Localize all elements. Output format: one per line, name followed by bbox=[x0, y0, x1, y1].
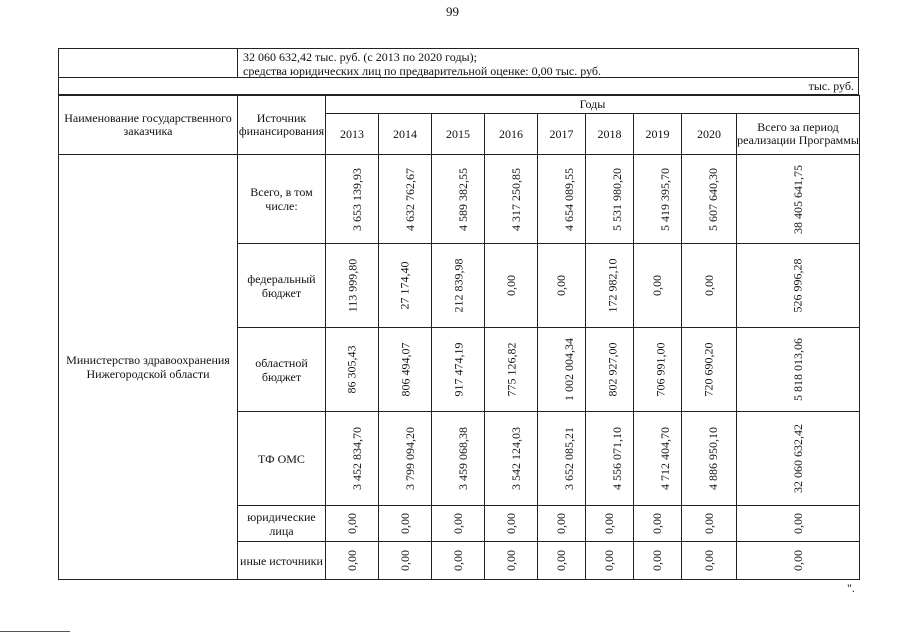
value-text: 0,00 bbox=[790, 550, 805, 571]
value-text: 4 317 250,85 bbox=[509, 167, 523, 231]
value-cell bbox=[379, 542, 432, 580]
header-year: 2016 bbox=[485, 114, 538, 155]
value-text: 32 060 632,42 bbox=[790, 424, 805, 493]
value-cell bbox=[326, 244, 379, 328]
note-row bbox=[58, 48, 859, 78]
value-cell bbox=[432, 328, 485, 412]
value-text: 917 474,19 bbox=[451, 342, 466, 397]
value-text: 0,00 bbox=[701, 275, 716, 296]
footer-rule bbox=[0, 631, 70, 632]
value-cell bbox=[586, 412, 634, 506]
value-cell bbox=[737, 328, 860, 412]
header-year: 2017 bbox=[538, 114, 586, 155]
value-cell bbox=[326, 412, 379, 506]
value-text: 113 999,80 bbox=[345, 258, 360, 313]
source-name: юридические лица bbox=[238, 506, 326, 542]
unit-label: тыс. руб. bbox=[808, 79, 854, 93]
value-text: 0,00 bbox=[344, 513, 359, 534]
value-cell bbox=[538, 155, 586, 244]
value-text: 4 886 950,10 bbox=[706, 427, 720, 490]
value-text: 5 607 640,30 bbox=[706, 167, 720, 231]
note-left-cell bbox=[59, 49, 238, 77]
value-cell bbox=[432, 155, 485, 244]
value-text: 4 556 071,10 bbox=[610, 427, 624, 490]
value-cell bbox=[737, 542, 860, 580]
table-row bbox=[59, 155, 860, 244]
value-text: 3 652 085,21 bbox=[562, 427, 576, 490]
value-cell bbox=[379, 412, 432, 506]
value-text: 5 818 013,06 bbox=[790, 338, 805, 401]
header-year: 2020 bbox=[682, 114, 737, 155]
value-cell bbox=[634, 244, 682, 328]
value-cell bbox=[379, 244, 432, 328]
value-cell bbox=[485, 328, 538, 412]
value-cell bbox=[737, 412, 860, 506]
value-cell bbox=[634, 542, 682, 580]
value-text: 0,00 bbox=[554, 275, 568, 296]
value-text: 1 002 004,34 bbox=[562, 338, 576, 401]
value-cell bbox=[485, 155, 538, 244]
value-cell bbox=[432, 506, 485, 542]
value-cell bbox=[634, 328, 682, 412]
value-text: 27 174,40 bbox=[397, 261, 412, 310]
value-text: 775 126,82 bbox=[504, 342, 519, 397]
header-year: 2018 bbox=[586, 114, 634, 155]
value-cell bbox=[682, 506, 737, 542]
value-text: 0,00 bbox=[397, 550, 412, 571]
value-text: 3 799 094,20 bbox=[403, 427, 417, 490]
value-text: 38 405 641,75 bbox=[790, 164, 805, 234]
value-text: 5 419 395,70 bbox=[658, 167, 672, 231]
header-total: Всего за период реализации Программы bbox=[737, 114, 860, 155]
value-cell bbox=[326, 542, 379, 580]
header-year: 2015 bbox=[432, 114, 485, 155]
source-name: иные источники bbox=[238, 542, 326, 580]
header-source: Источник финансирования bbox=[238, 96, 326, 155]
value-cell bbox=[485, 542, 538, 580]
source-name: Всего, в том числе: bbox=[238, 155, 326, 244]
value-cell bbox=[682, 412, 737, 506]
value-text: 5 531 980,20 bbox=[610, 167, 624, 231]
header-year: 2019 bbox=[634, 114, 682, 155]
value-cell bbox=[737, 506, 860, 542]
value-text: 0,00 bbox=[503, 550, 518, 571]
source-name: областной бюджет bbox=[238, 328, 326, 412]
value-cell bbox=[737, 244, 860, 328]
value-cell bbox=[538, 244, 586, 328]
value-cell bbox=[326, 506, 379, 542]
value-cell bbox=[586, 244, 634, 328]
value-text: 3 653 139,93 bbox=[350, 167, 364, 231]
source-name: ТФ ОМС bbox=[238, 412, 326, 506]
value-text: 3 542 124,03 bbox=[509, 427, 523, 490]
value-cell bbox=[326, 155, 379, 244]
value-text: 526 996,28 bbox=[790, 258, 805, 313]
value-cell bbox=[379, 155, 432, 244]
header-customer: Наименование государственного заказчика bbox=[59, 96, 238, 155]
value-text: 0,00 bbox=[344, 550, 359, 571]
value-text: 0,00 bbox=[450, 513, 465, 534]
value-text: 4 589 382,55 bbox=[456, 167, 470, 231]
value-text: 0,00 bbox=[790, 513, 805, 534]
value-cell bbox=[586, 542, 634, 580]
value-text: 0,00 bbox=[602, 550, 616, 571]
value-text: 3 459 068,38 bbox=[456, 427, 470, 490]
value-text: 0,00 bbox=[503, 513, 518, 534]
value-cell bbox=[432, 412, 485, 506]
closing-quote-mark: ". bbox=[847, 581, 855, 595]
value-text: 806 494,07 bbox=[398, 342, 413, 397]
source-name: федеральный бюджет bbox=[238, 244, 326, 328]
value-text: 0,00 bbox=[701, 513, 716, 534]
value-text: 0,00 bbox=[701, 550, 716, 571]
value-text: 0,00 bbox=[503, 275, 518, 296]
value-text: 172 982,10 bbox=[605, 258, 620, 313]
value-text: 0,00 bbox=[650, 275, 664, 296]
note-line-2: средства юридических лиц по предварительной оценке: 0,00 тыс. руб. bbox=[243, 64, 602, 78]
value-text: 802 927,00 bbox=[605, 342, 620, 397]
value-cell bbox=[634, 155, 682, 244]
value-text: 3 452 834,70 bbox=[350, 427, 364, 490]
value-cell bbox=[379, 328, 432, 412]
value-cell bbox=[379, 506, 432, 542]
value-cell bbox=[737, 155, 860, 244]
value-text: 4 654 089,55 bbox=[562, 167, 576, 231]
page-number: 99 bbox=[446, 4, 459, 19]
value-cell bbox=[682, 542, 737, 580]
value-cell bbox=[634, 506, 682, 542]
value-text: 212 839,98 bbox=[451, 258, 466, 313]
value-text: 0,00 bbox=[602, 513, 616, 534]
value-cell bbox=[586, 328, 634, 412]
value-text: 4 712 404,70 bbox=[658, 427, 672, 490]
header-years-group: Годы bbox=[326, 96, 860, 114]
value-text: 86 305,43 bbox=[344, 345, 359, 394]
note-text bbox=[243, 50, 601, 78]
value-cell bbox=[326, 328, 379, 412]
unit-row bbox=[58, 78, 859, 95]
value-cell bbox=[538, 506, 586, 542]
value-text: 0,00 bbox=[650, 550, 664, 571]
value-cell bbox=[538, 542, 586, 580]
value-cell bbox=[586, 155, 634, 244]
value-cell bbox=[682, 328, 737, 412]
value-text: 706 991,00 bbox=[653, 342, 668, 397]
note-line-1: 32 060 632,42 тыс. руб. (с 2013 по 2020 годы); bbox=[243, 50, 477, 64]
value-cell bbox=[538, 328, 586, 412]
value-cell bbox=[485, 412, 538, 506]
customer-name: Министерство здравоохранения Нижегородской области bbox=[59, 155, 238, 580]
value-text: 720 690,20 bbox=[701, 342, 716, 397]
header-year: 2013 bbox=[326, 114, 379, 155]
value-cell bbox=[586, 506, 634, 542]
value-cell bbox=[634, 412, 682, 506]
value-text: 0,00 bbox=[397, 513, 412, 534]
value-text: 0,00 bbox=[554, 513, 568, 534]
value-text: 4 632 762,67 bbox=[403, 167, 417, 231]
value-text: 0,00 bbox=[450, 550, 465, 571]
value-cell bbox=[682, 244, 737, 328]
value-cell bbox=[485, 506, 538, 542]
financing-table bbox=[58, 95, 860, 580]
value-text: 0,00 bbox=[554, 550, 568, 571]
header-year: 2014 bbox=[379, 114, 432, 155]
value-text: 0,00 bbox=[650, 513, 664, 534]
value-cell bbox=[432, 542, 485, 580]
value-cell bbox=[432, 244, 485, 328]
value-cell bbox=[682, 155, 737, 244]
value-cell bbox=[485, 244, 538, 328]
value-cell bbox=[538, 412, 586, 506]
